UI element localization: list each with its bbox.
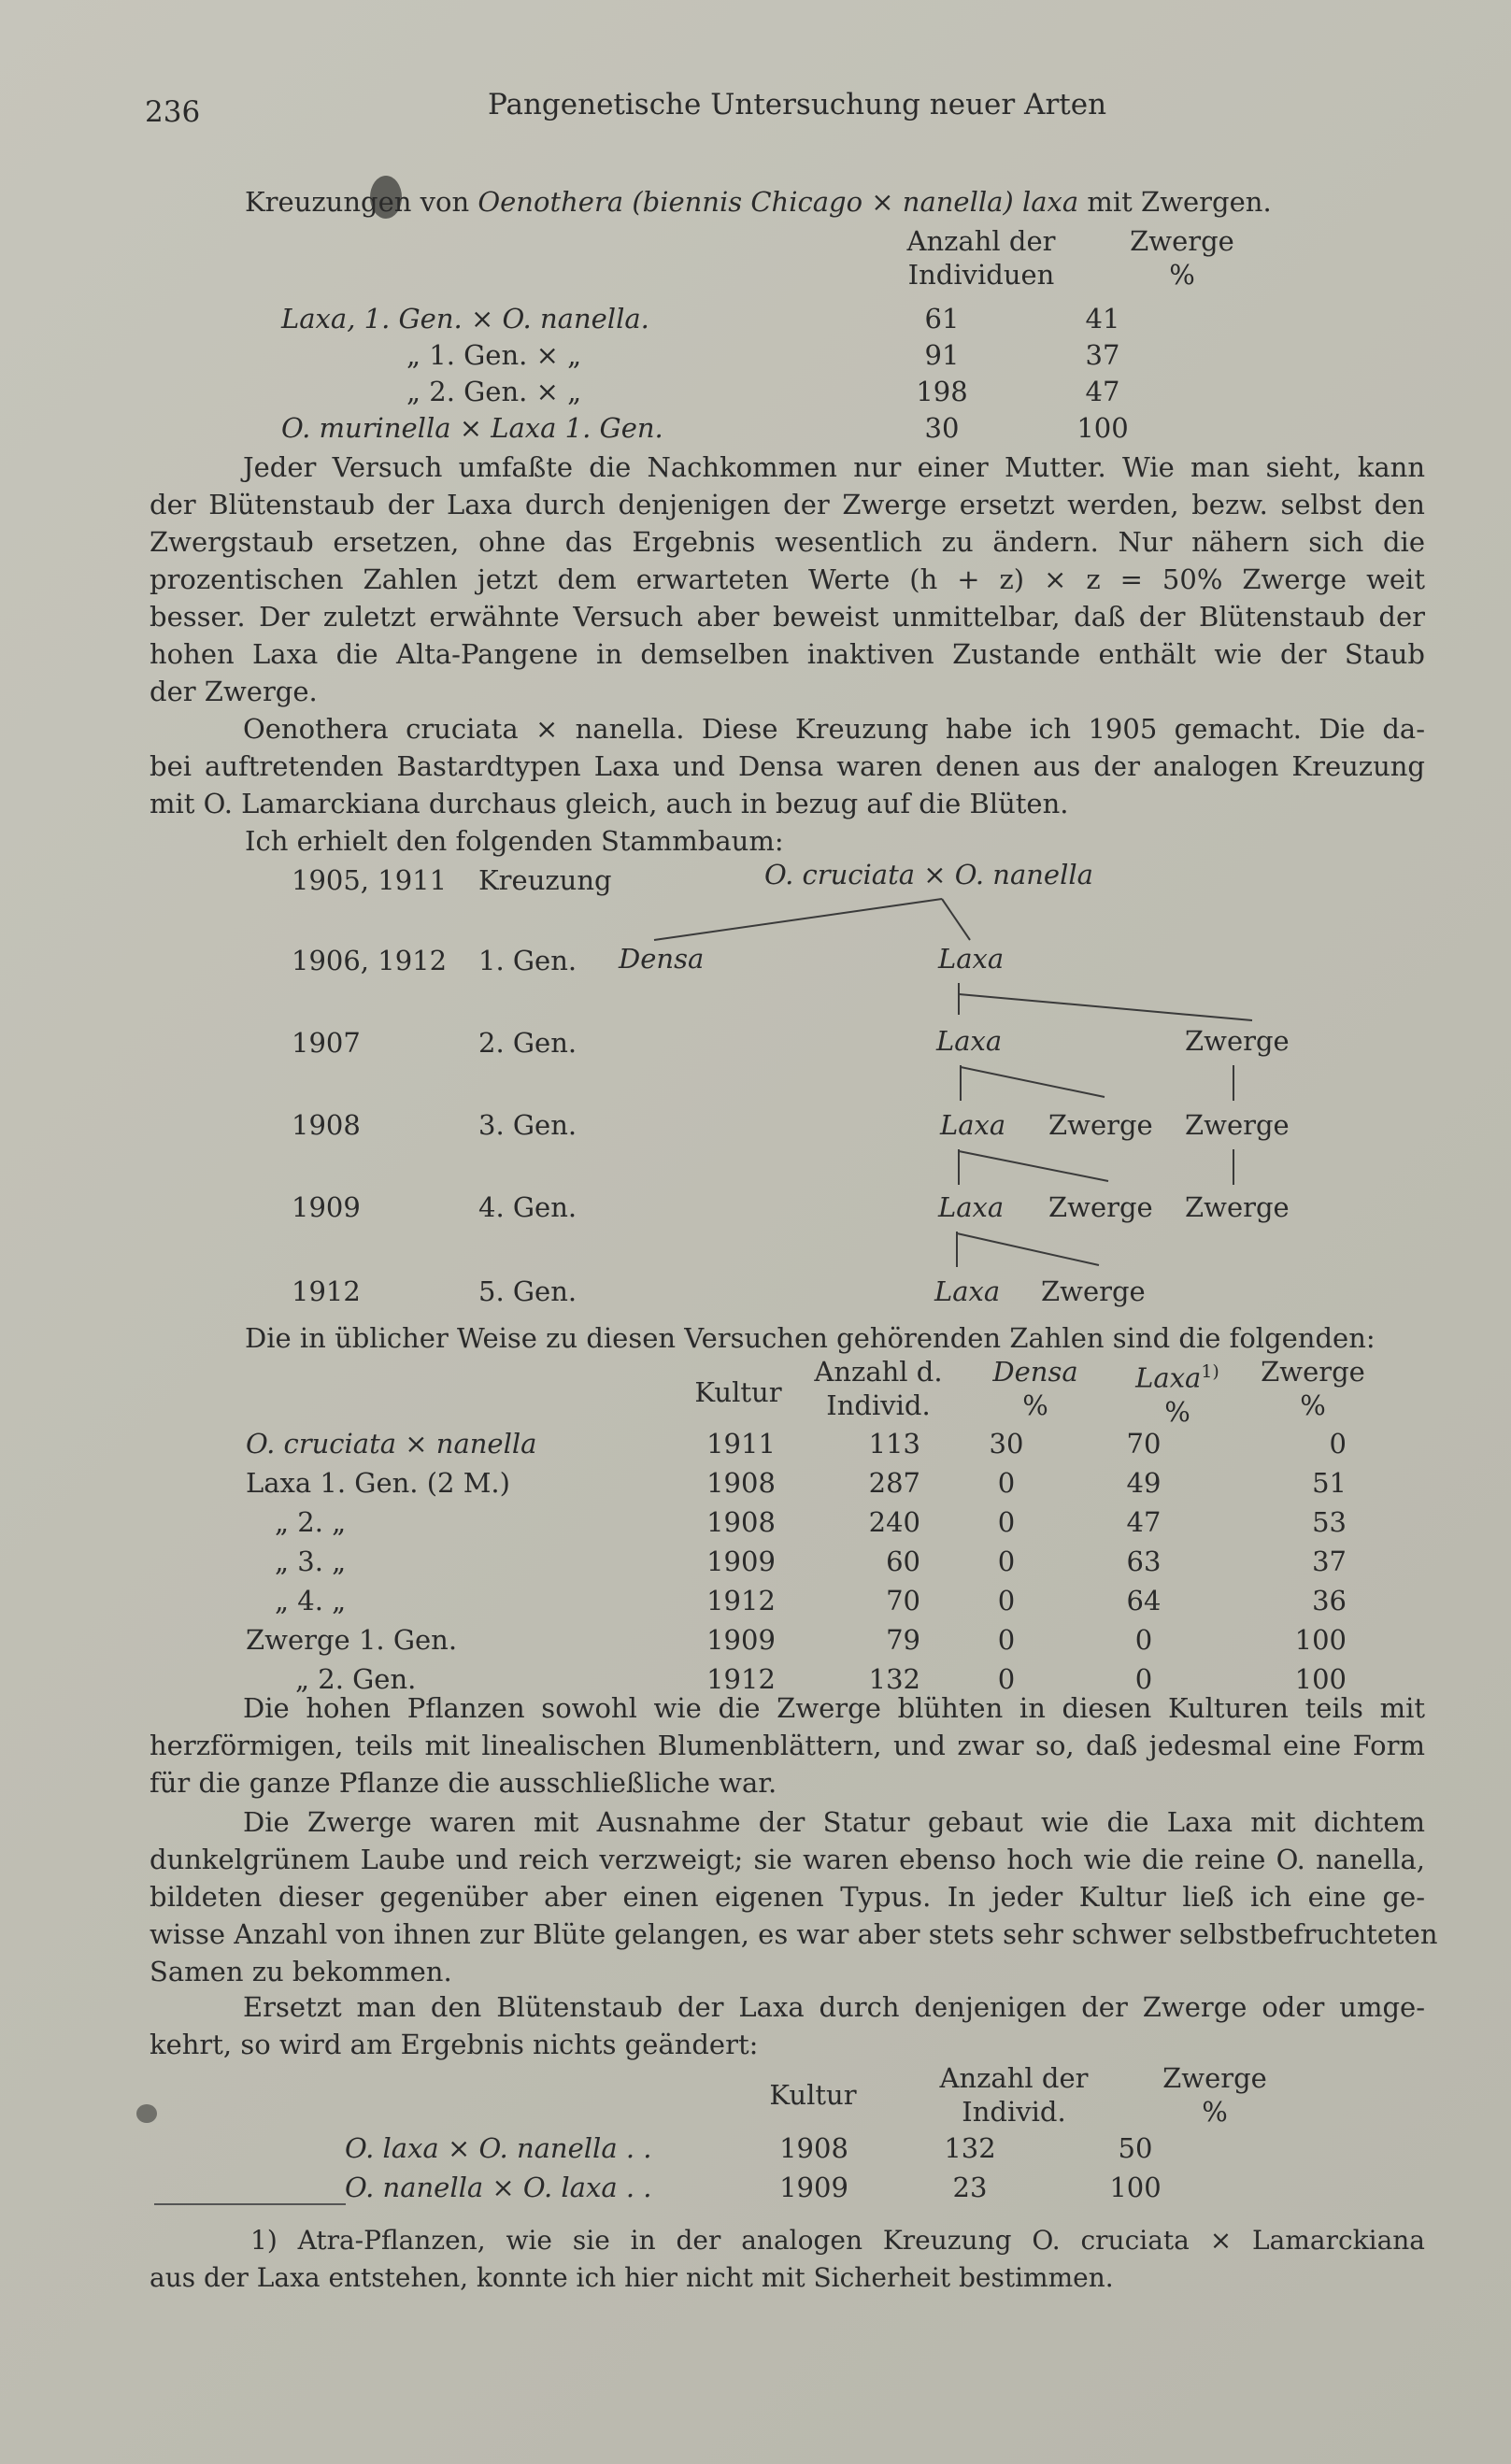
tree-generation: 3. Gen. <box>478 1109 577 1141</box>
tree-generation: 4. Gen. <box>478 1191 577 1223</box>
tree-year: 1909 <box>292 1191 361 1223</box>
table3-col-kultur: Kultur <box>769 2079 857 2111</box>
table-row: „ 2. „ 1908 240 0 47 53 <box>275 1506 1347 1538</box>
tree-year: 1908 <box>292 1109 361 1141</box>
tree-line <box>957 1233 1099 1265</box>
table1-caption: Kreuzungen von Oenothera (biennis Chicago × nanella) laxa mit Zwergen. <box>245 186 1272 218</box>
table-row: Laxa, 1. Gen. × O. nanella. 61 41 <box>281 303 1120 335</box>
tree-generation: 2. Gen. <box>478 1027 577 1059</box>
tree-zwerge: Zwerge <box>1185 1025 1290 1057</box>
paragraph-6: Die Zwerge waren mit Ausnahme der Statur gebaut wie die Laxa mit dichtem dunkelgrünem Laube und reich verzweigt; sie waren ebenso hoch wie die reine O. nanella, bildeten dieser gegenüber aber einen eigenen Typus. In jeder Kultur ließ ich eine ge- wisse Anzahl von ihnen zur Blüte gelangen, es war aber stets sehr schwer selbstbefruchteten Samen zu bekommen. <box>150 1806 1438 1987</box>
table2-col-anzahl: Anzahl d. Individ. <box>814 1356 943 1421</box>
running-title: Pangenetische Untersuchung neuer Arten <box>488 88 1107 121</box>
tree-zwerge: Zwerge <box>1185 1191 1290 1223</box>
tree-cross: O. cruciata × O. nanella <box>764 859 1093 890</box>
paragraph-4: Die in üblicher Weise zu diesen Versuchen gehörenden Zahlen sind die folgenden: <box>245 1322 1376 1354</box>
tree-laxa: Laxa <box>934 1275 1001 1307</box>
table1-header-dwarf: Zwerge % <box>1130 225 1234 291</box>
tree-line <box>959 994 1252 1020</box>
paragraph-1: Jeder Versuch umfaßte die Nachkommen nur einer Mutter. Wie man sieht, kann der Blütenstaub der Laxa durch denjenigen der Zwerge ersetzt werden, bezw. selbst den Zwergstaub ersetzen, ohne das Ergebnis wesentlich zu ändern. Nur nähern sich die prozentischen Zahlen jetzt dem erwarteten Werte (h + z) × z = 50% Zwerge weit besser. Der zuletzt erwähnte Versuch aber beweist unmittelbar, daß der Blütenstaub der hohen Laxa die Alta-Pangene in demselben inaktiven Zustande enthält wie der Staub der Zwerge. <box>150 451 1425 707</box>
table-row: „ 3. „ 1909 60 0 63 37 <box>275 1545 1347 1577</box>
table-row: O. murinella × Laxa 1. Gen. 30 100 <box>281 412 1129 444</box>
tree-zwerge: Zwerge <box>1048 1109 1153 1141</box>
table1-header-count: Anzahl der Individuen <box>906 225 1056 291</box>
tree-generation: 1. Gen. <box>478 945 577 976</box>
tree-densa: Densa <box>619 943 705 975</box>
table2-col-kultur: Kultur <box>694 1376 782 1408</box>
table2-body <box>245 1424 1347 1699</box>
table2-col-laxa: Laxa$^{1)}$ % <box>1135 1361 1219 1428</box>
footnote-rule <box>154 2203 346 2205</box>
tree-generation: 5. Gen. <box>478 1275 577 1307</box>
tree-zwerge: Zwerge <box>1041 1275 1146 1307</box>
tree-line <box>654 899 942 940</box>
tree-line <box>959 1151 1108 1181</box>
table2-col-zwerge: Zwerge % <box>1261 1356 1365 1421</box>
table3-body <box>344 2129 1202 2207</box>
table-row: O. nanella × O. laxa . . 1909 23 100 <box>345 2172 1162 2203</box>
tree-laxa: Laxa <box>938 943 1005 975</box>
paragraph-7: Ersetzt man den Blütenstaub der Laxa durch denjenigen der Zwerge oder umge- kehrt, so wird am Ergebnis nichts geändert: <box>150 1991 1425 2060</box>
tree-year: 1912 <box>292 1275 361 1307</box>
page-number: 236 <box>145 95 201 129</box>
tree-line <box>942 899 970 940</box>
table-row: „ 4. „ 1912 70 0 64 36 <box>275 1585 1347 1617</box>
table-row: O. cruciata × nanella 1911 113 30 70 0 <box>246 1428 1347 1460</box>
table-row: Laxa 1. Gen. (2 M.) 1908 287 0 49 51 <box>246 1467 1347 1499</box>
footnote: 1) Atra-Pflanzen, wie sie in der analogen Kreuzung O. cruciata × Lamarckiana aus der Laxa entstehen, konnte ich hier nicht mit Sicherheit bestimmen. <box>150 2225 1425 2293</box>
tree-laxa: Laxa <box>940 1109 1006 1141</box>
table2-col-densa: Densa % <box>992 1356 1078 1421</box>
tree-year: 1906, 1912 <box>292 945 448 976</box>
table-row: „ 2. Gen. 1912 132 0 0 100 <box>295 1663 1347 1695</box>
table-row: Zwerge 1. Gen. 1909 79 0 0 100 <box>246 1624 1347 1656</box>
paragraph-5: Die hohen Pflanzen sowohl wie die Zwerge blühten in diesen Kulturen teils mit herzförmigen, teils mit linealischen Blumenblättern, und zwar so, daß jedesmal eine Form für die ganze Pflanze die ausschließliche war. <box>150 1692 1425 1799</box>
table-row: „ 2. Gen. × „ 198 47 <box>406 376 1120 407</box>
tree-line <box>961 1067 1105 1097</box>
table3-col-anzahl: Anzahl der Individ. <box>939 2062 1089 2128</box>
tree-year: 1905, 1911 <box>292 864 448 896</box>
tree-year: 1907 <box>292 1027 361 1059</box>
table-row: O. laxa × O. nanella . . 1908 132 50 <box>345 2132 1153 2164</box>
tree-zwerge: Zwerge <box>1048 1191 1153 1223</box>
tree-laxa: Laxa <box>936 1025 1003 1057</box>
table3-col-zwerge: Zwerge % <box>1162 2062 1267 2128</box>
paragraph-2: Oenothera cruciata × nanella. Diese Kreuzung habe ich 1905 gemacht. Die da- bei auftretenden Bastardtypen Laxa und Densa waren denen aus der analogen Kreuzung mit O. Lamarckiana durchaus gleich, auch in bezug auf die Blüten. <box>150 713 1425 819</box>
tree-laxa: Laxa <box>938 1191 1005 1223</box>
tree-zwerge: Zwerge <box>1185 1109 1290 1141</box>
paragraph-3: Ich erhielt den folgenden Stammbaum: <box>245 825 784 857</box>
tree-generation: Kreuzung <box>478 864 612 896</box>
table-row: „ 1. Gen. × „ 91 37 <box>406 339 1120 371</box>
